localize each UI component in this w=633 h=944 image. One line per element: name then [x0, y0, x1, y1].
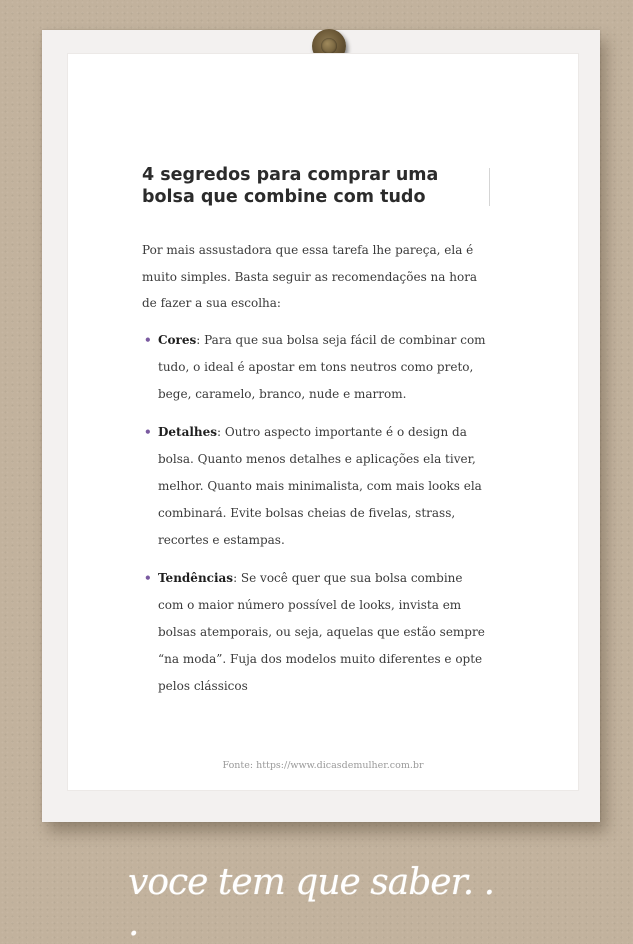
item-term: Cores: [158, 332, 197, 347]
article-title: 4 segredos para comprar uma bolsa que combine com tudo: [142, 165, 439, 207]
item-term: Detalhes: [158, 424, 218, 439]
tagline: voce tem que saber. . .: [128, 862, 495, 944]
item-text: : Para que sua bolsa seja fácil de combinar com tudo, o ideal é apostar em tons neutros como preto, bege, caramelo, branco, nude e marrom.: [158, 332, 486, 401]
list-item: [142, 419, 488, 554]
bullet-icon: •: [144, 570, 152, 585]
tips-list: [142, 327, 488, 700]
list-item: [142, 327, 488, 408]
bullet-icon: •: [144, 424, 152, 439]
item-term: Tendências: [158, 570, 234, 585]
item-text: : Outro aspecto importante é o design da bolsa. Quanto menos detalhes e aplicações ela tiver, melhor. Quanto mais minimalista, com mais looks ela combinará. Evite bolsas cheias de fivelas, strass, recortes e estampas.: [158, 424, 482, 547]
source-credit: Fonte: https://www.dicasdemulher.com.br: [222, 760, 424, 771]
article-intro: Por mais assustadora que essa tarefa lhe pareça, ela é muito simples. Basta seguir as recomendações na hora de fazer a sua escolha:: [142, 243, 478, 310]
photo-card: [42, 30, 600, 822]
item-text: : Se você quer que sua bolsa combine com o maior número possível de looks, invista em bolsas atemporais, ou seja, aquelas que estão sempre “na moda”. Fuja dos modelos muito diferentes e opte pelos clássicos: [158, 570, 485, 693]
article-body: [142, 164, 488, 711]
article-screenshot: [68, 54, 578, 790]
divider: [489, 168, 490, 206]
bullet-icon: •: [144, 332, 152, 347]
list-item: [142, 565, 488, 700]
